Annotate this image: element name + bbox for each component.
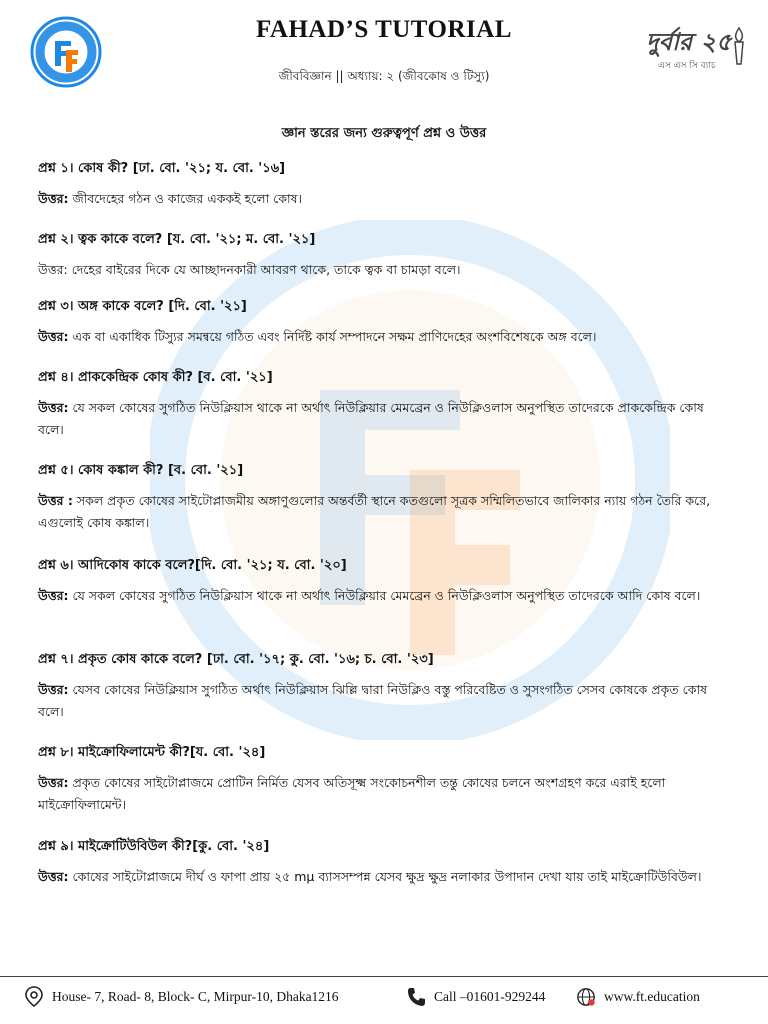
qa-item-4	[38, 369, 730, 441]
question: প্রশ্ন ৬। আদিকোষ কাকে বলে?[দি. বো. '২১; য. বো. '২০]	[38, 558, 347, 573]
answer-text: জীবদেহের গঠন ও কাজের এককই হলো কোষ।	[68, 191, 302, 206]
question: প্রশ্ন ৫। কোষ কঙ্কাল কী? [ব. বো. '২১]	[38, 463, 244, 478]
answer	[38, 772, 730, 816]
answer-label: উত্তর :	[38, 493, 73, 508]
answer-label: উত্তর:	[38, 329, 69, 344]
footer-website[interactable]	[576, 986, 700, 1008]
torch-icon	[730, 26, 748, 66]
answer-text: উত্তর: দেহের বাইরের দিকে যে আচ্ছাদনকারী আবরণ থাকে, তাকে ত্বক বা চামড়া বলে।	[38, 262, 461, 277]
phone-icon	[406, 986, 426, 1008]
answer-label: উত্তর:	[38, 191, 69, 206]
qa-item-7	[38, 651, 730, 723]
answer-label: উত্তর:	[38, 588, 69, 603]
answer-text: এক বা একাধিক টিস্যুর সমন্বয়ে গঠিত এবং নির্দিষ্ট কার্য সম্পাদনে সক্ষম প্রাণিদেহের অংশবিশেষকে অঙ্গ বলে।	[68, 329, 597, 344]
answer-text: সকল প্রকৃত কোষের সাইটোপ্লাজমীয় অঙ্গাণুগুলোর অন্তর্বর্তী স্থানে কতগুলো সূত্রক সম্মিলিতভাবে জালিকার ন্যায় গঠন তৈরি করে, এগুলোই কোষ কঙ্কাল।	[38, 493, 711, 530]
answer	[38, 679, 730, 723]
answer-label: উত্তর:	[38, 682, 69, 697]
page-subtitle: জীববিজ্ঞান || অধ্যায়: ২ (জীবকোষ ও টিস্যু)	[278, 69, 490, 83]
question: প্রশ্ন ৯। মাইক্রোটিউবিউল কী?[কু. বো. '২৪]	[38, 839, 270, 854]
answer-text: যে সকল কোষের সুগঠিত নিউক্লিয়াস থাকে না অর্থাৎ নিউক্লিয়ার মেমব্রেন ও নিউক্লিওলাস অনুপস্থিত তাদেরকে প্রাককেন্দ্রিক কোষ বলে।	[38, 400, 704, 437]
answer	[38, 490, 730, 534]
answer-text: যে সকল কোষের সুগঠিত নিউক্লিয়াস থাকে না অর্থাৎ নিউক্লিয়ার মেমব্রেন ও নিউক্লিওলাস অনুপস্থিত তাদেরকে আদি কোষ বলে।	[68, 588, 701, 603]
question: প্রশ্ন ১। কোষ কী? [ঢা. বো. '২১; য. বো. '১৬]	[38, 161, 286, 176]
answer	[38, 397, 730, 441]
answer	[38, 585, 730, 607]
answer-label: উত্তর:	[38, 400, 69, 415]
answer-label: উত্তর:	[38, 869, 69, 884]
answer-label: উত্তর:	[38, 775, 69, 790]
address-text: House- 7, Road- 8, Block- C, Mirpur-10, Dhaka1216	[52, 989, 339, 1004]
answer	[38, 326, 730, 348]
location-pin-icon	[24, 986, 44, 1008]
answer	[38, 188, 730, 210]
answer-text: যেসব কোষের নিউক্লিয়াস সুগঠিত অর্থাৎ নিউক্লিয়াস ঝিল্লি দ্বারা নিউক্লিও বস্তু পরিবেষ্টিত ও সুসংগঠিত সেসব কোষকে প্রকৃত কোষ বলে।	[38, 682, 707, 719]
page-footer	[0, 982, 768, 1012]
badge-title: দুর্বার ২৫	[646, 28, 732, 56]
question: প্রশ্ন ৭। প্রকৃত কোষ কাকে বলে? [ঢা. বো. '১৭; কু. বো. '১৬; চ. বো. '২৩]	[38, 652, 434, 667]
question: প্রশ্ন ২। ত্বক কাকে বলে? [য. বো. '২১; ম. বো. '২১]	[38, 232, 316, 247]
qa-item-3	[38, 298, 730, 348]
batch-badge	[640, 24, 750, 76]
answer	[38, 259, 730, 281]
qa-item-6	[38, 557, 730, 607]
question: প্রশ্ন ৩। অঙ্গ কাকে বলে? [দি. বো. '২১]	[38, 299, 247, 314]
qa-item-5	[38, 462, 730, 534]
answer-text: কোষের সাইটোপ্লাজমে দীর্ঘ ও ফাপা প্রায় ২৫ mμ ব্যাসসম্পন্ন যেসব ক্ষুদ্র ক্ষুদ্র নলাকার উপাদান দেখা যায় তাই মাইক্রোটিউবিউল।	[68, 869, 702, 884]
badge-subtitle: এস এস সি ব্যাচ	[658, 61, 716, 71]
page-title: FAHAD’S TUTORIAL	[256, 16, 512, 43]
page-header	[0, 0, 768, 100]
qa-item-9	[38, 838, 730, 888]
phone-text: Call –01601-929244	[434, 989, 546, 1004]
question: প্রশ্ন ৮। মাইক্রোফিলামেন্ট কী?[য. বো. '২৪]	[38, 745, 266, 760]
footer-address	[24, 986, 339, 1008]
footer-phone[interactable]	[406, 986, 545, 1008]
section-title: জ্ঞান স্তরের জন্য গুরুত্বপূর্ণ প্রশ্ন ও উত্তর	[281, 126, 487, 141]
qa-item-2	[38, 231, 730, 281]
answer-text: প্রকৃত কোষের সাইটোপ্লাজমে প্রোটিন নির্মিত যেসব অতিসূক্ষ্ম সংকোচনশীল তন্তু কোষের চলনে অংশগ্রহণ করে এরাই হলো মাইক্রোফিলামেন্ট।	[38, 775, 666, 812]
answer	[38, 866, 730, 888]
qa-item-8	[38, 744, 730, 816]
website-link[interactable]: www.ft.education	[604, 989, 700, 1004]
globe-icon	[576, 986, 596, 1008]
qa-item-1	[38, 160, 730, 210]
question: প্রশ্ন ৪। প্রাককেন্দ্রিক কোষ কী? [ব. বো. '২১]	[38, 370, 273, 385]
footer-divider	[0, 976, 768, 977]
